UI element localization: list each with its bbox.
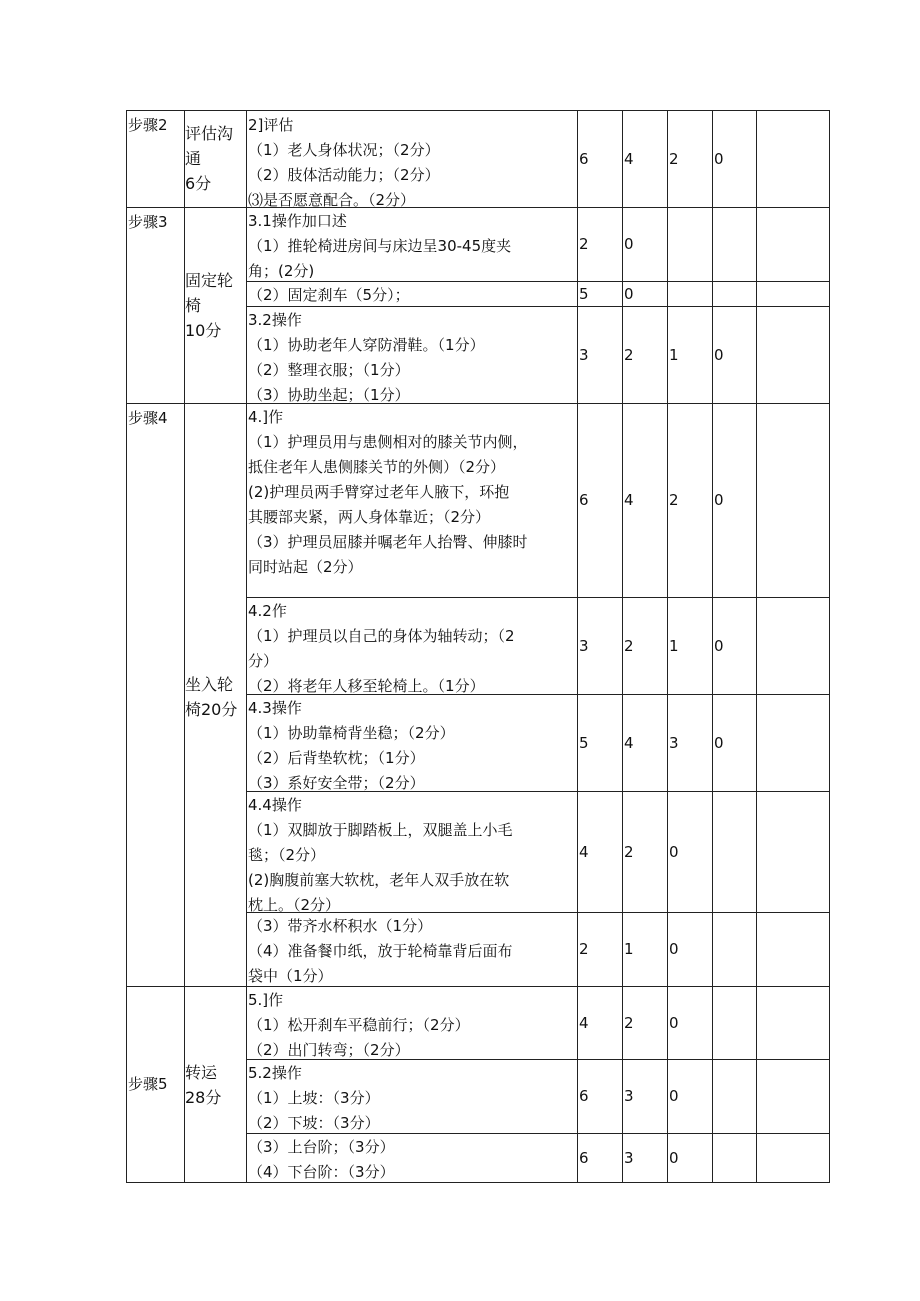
criteria-line: 角；(2分)	[248, 262, 315, 280]
criteria-line: （2）整理衣服；（1分）	[248, 361, 410, 379]
criteria-line: 4.3操作	[248, 699, 302, 717]
score-value: 5	[579, 285, 589, 303]
criteria-line: 抵住老年人患侧膝关节的外侧）（2分）	[248, 458, 506, 476]
score-value: 5	[579, 734, 589, 752]
step-label: 步骤2	[128, 116, 168, 134]
score-value: 2	[624, 843, 634, 861]
score-value: 6	[579, 150, 589, 168]
criteria-line: 4.]作	[248, 408, 284, 426]
score-value: 0	[669, 1087, 679, 1105]
criteria-line: （2）固定刹车（5分）；	[248, 286, 410, 304]
score-value: 4	[579, 843, 589, 861]
criteria-line: （3）协助坐起；（1分）	[248, 386, 410, 403]
category-cell	[185, 268, 246, 343]
score-value: 0	[624, 235, 634, 253]
table-border	[622, 110, 623, 1183]
score-value: 0	[714, 491, 724, 509]
score-value: 3	[624, 1087, 634, 1105]
category-cell	[185, 1060, 246, 1110]
criteria-text	[246, 986, 577, 1059]
score-value: 0	[669, 1149, 679, 1167]
table-border	[712, 110, 713, 1183]
score-value: 0	[714, 150, 724, 168]
step-label: 步骤3	[128, 213, 168, 231]
table-border	[126, 1182, 830, 1183]
criteria-line: (2)护理员两手臂穿过老年人腋下，环抱	[248, 483, 510, 501]
score-value: 1	[669, 346, 679, 364]
criteria-line: 分）	[248, 652, 279, 670]
category-line: 28分	[185, 1088, 222, 1107]
criteria-line: 4.2作	[248, 602, 287, 620]
table-border	[667, 110, 668, 1183]
table-border	[126, 986, 830, 987]
score-value: 6	[579, 1087, 589, 1105]
category-line: 椅20分	[185, 700, 238, 719]
score-value: 2	[579, 940, 589, 958]
criteria-text	[246, 281, 577, 306]
criteria-line: （3）带齐水杯积水（1分）	[248, 917, 433, 935]
score-value: 3	[624, 1149, 634, 1167]
score-value: 1	[624, 940, 634, 958]
table-border	[126, 207, 830, 208]
step-label: 步骤4	[128, 409, 168, 427]
criteria-line: （1）协助老年人穿防滑鞋。（1分）	[248, 336, 485, 354]
table-border	[126, 403, 830, 404]
criteria-line: 毯；（2分）	[248, 846, 326, 864]
criteria-line: 3.1操作加口述	[248, 212, 347, 230]
category-line: 通	[185, 149, 202, 168]
score-value: 4	[624, 734, 634, 752]
score-value: 2	[624, 346, 634, 364]
criteria-line: （2）肢体活动能力；（2分）	[248, 166, 440, 184]
score-value: 2	[669, 491, 679, 509]
table-border	[756, 110, 757, 1183]
criteria-line: （1）松开刹车平稳前行；（2分）	[248, 1016, 470, 1034]
category-line: 椅	[185, 296, 202, 315]
table-border	[577, 110, 578, 1183]
criteria-line: （1）协助靠椅背坐稳；（2分）	[248, 724, 455, 742]
score-value: 4	[624, 150, 634, 168]
criteria-text	[246, 306, 577, 403]
category-line: 评估沟	[185, 124, 234, 143]
criteria-line: （1）上坡：（3分）	[248, 1089, 380, 1107]
category-line: 转运	[185, 1063, 218, 1082]
criteria-line: 袋中（1分）	[248, 967, 333, 985]
criteria-line: 同时站起（2分）	[248, 558, 363, 576]
category-line: 固定轮	[185, 271, 234, 290]
criteria-line: （2）后背垫软枕；（1分）	[248, 749, 425, 767]
criteria-line: （2）将老年人移至轮椅上。（1分）	[248, 677, 485, 694]
criteria-text	[246, 597, 577, 694]
table-border	[184, 110, 185, 1183]
score-value: 0	[714, 346, 724, 364]
category-line: 10分	[185, 321, 222, 340]
score-value: 0	[669, 843, 679, 861]
criteria-line: 枕上。（2分）	[248, 896, 341, 912]
score-value: 0	[669, 940, 679, 958]
criteria-line: （3）系好安全带；（2分）	[248, 774, 425, 791]
score-value: 0	[714, 734, 724, 752]
criteria-line: 其腰部夹紧，两人身体靠近；（2分）	[248, 508, 491, 526]
criteria-line: 5.]作	[248, 991, 284, 1009]
category-cell	[185, 672, 246, 722]
step-label: 步骤5	[128, 1075, 168, 1093]
score-value: 3	[669, 734, 679, 752]
score-value: 3	[579, 637, 589, 655]
table-border	[126, 110, 830, 111]
criteria-line: （3）上台阶；（3分）	[248, 1138, 395, 1156]
score-value: 2	[579, 235, 589, 253]
criteria-text	[246, 912, 577, 986]
criteria-text	[246, 791, 577, 912]
criteria-text	[246, 1059, 577, 1133]
criteria-text	[246, 403, 577, 597]
criteria-line: （1）护理员用与患侧相对的膝关节内侧，	[248, 433, 528, 451]
score-value: 1	[669, 637, 679, 655]
criteria-line: （2）下坡：（3分）	[248, 1114, 380, 1132]
criteria-text	[246, 110, 577, 207]
criteria-line: （1）老人身体状况；（2分）	[248, 141, 440, 159]
table-border	[246, 110, 247, 1183]
criteria-line: （1）推轮椅进房间与床边呈30-45度夹	[248, 237, 512, 255]
category-cell	[185, 121, 246, 196]
criteria-line: ⑶是否愿意配合。（2分）	[248, 191, 416, 207]
criteria-line: 3.2操作	[248, 311, 302, 329]
score-value: 4	[579, 1014, 589, 1032]
category-line: 坐入轮	[185, 675, 234, 694]
criteria-text	[246, 1133, 577, 1182]
score-value: 2	[669, 150, 679, 168]
score-value: 4	[624, 491, 634, 509]
score-value: 0	[669, 1014, 679, 1032]
criteria-line: 2]评估	[248, 116, 294, 134]
criteria-line: 4.4操作	[248, 796, 302, 814]
criteria-text	[246, 207, 577, 281]
criteria-line: （4）下台阶：（3分）	[248, 1163, 395, 1181]
criteria-line: （3）护理员屈膝并嘱老年人抬臀、伸膝时	[248, 533, 528, 551]
score-value: 2	[624, 1014, 634, 1032]
category-line: 6分	[185, 174, 212, 193]
score-value: 6	[579, 491, 589, 509]
score-value: 3	[579, 346, 589, 364]
criteria-line: （1）双脚放于脚踏板上，双腿盖上小毛	[248, 821, 513, 839]
criteria-line: (2)胸腹前塞大软枕，老年人双手放在软	[248, 871, 510, 889]
score-value: 0	[714, 637, 724, 655]
score-value: 6	[579, 1149, 589, 1167]
criteria-text	[246, 694, 577, 791]
criteria-line: （2）出门转弯；（2分）	[248, 1041, 410, 1059]
table-border	[829, 110, 830, 1183]
score-value: 2	[624, 637, 634, 655]
table-border	[126, 110, 127, 1183]
score-value: 0	[624, 285, 634, 303]
criteria-line: （4）准备餐巾纸，放于轮椅靠背后面布	[248, 942, 513, 960]
criteria-line: （1）护理员以自己的身体为轴转动；（2	[248, 627, 515, 645]
criteria-line: 5.2操作	[248, 1064, 302, 1082]
